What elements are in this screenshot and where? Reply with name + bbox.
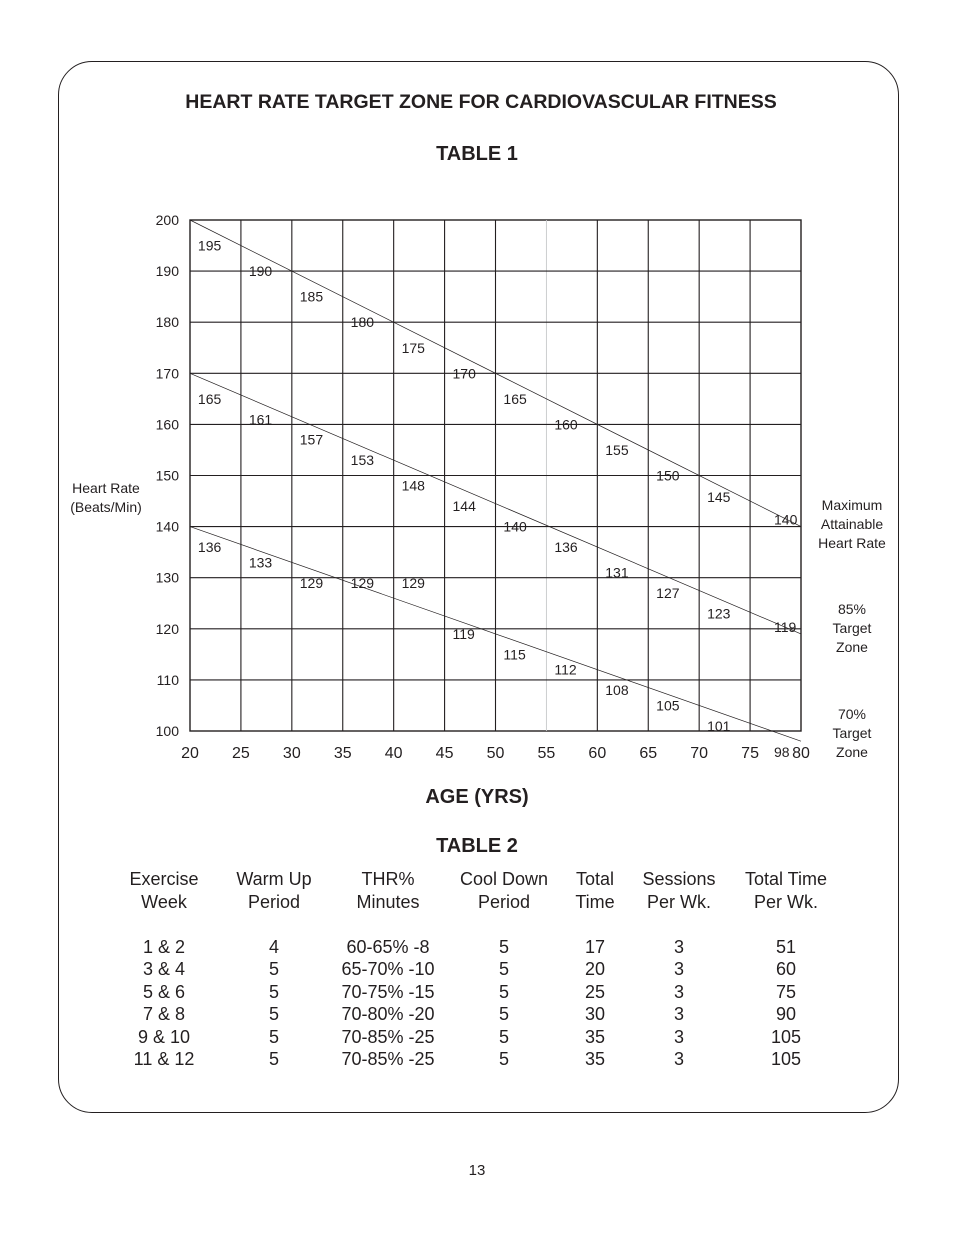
table-cell: 7 & 8 <box>142 1004 186 1024</box>
data-label: 175 <box>401 339 425 356</box>
x-tick-label: 70 <box>690 745 709 762</box>
data-label: 145 <box>707 489 731 506</box>
zone-label: 85% <box>837 601 867 617</box>
data-label: 129 <box>350 574 375 591</box>
y-tick-label: 100 <box>155 723 179 739</box>
x-tick-label: 60 <box>588 745 607 762</box>
data-label: 185 <box>299 288 324 305</box>
data-label: 165 <box>503 390 527 407</box>
table-cell: 105 <box>770 1026 802 1047</box>
data-label: 190 <box>248 263 273 280</box>
data-label: 105 <box>656 697 680 714</box>
data-label: 98 <box>774 744 790 761</box>
column-header: Warm Up <box>236 869 312 889</box>
data-label: 160 <box>554 416 578 433</box>
data-label: 150 <box>656 467 680 484</box>
column-header: Sessions <box>642 869 716 889</box>
data-label: 161 <box>248 411 273 428</box>
x-tick-label: 80 <box>792 745 810 762</box>
table-cell: 3 & 4 <box>142 959 186 979</box>
table-cell: 25 <box>584 981 606 1002</box>
column-header: THR% <box>361 869 415 889</box>
zone-label: Zone <box>836 639 868 655</box>
x-tick-label: 50 <box>486 745 505 762</box>
x-tick-label: 45 <box>435 745 454 762</box>
table-cell: 51 <box>775 936 797 957</box>
table-cell: 5 <box>498 1026 509 1047</box>
data-label: 144 <box>452 498 476 515</box>
data-label: 133 <box>248 554 273 571</box>
data-label: 153 <box>350 452 375 469</box>
data-label: 140 <box>774 511 798 528</box>
table-cell: 70-85% -25 <box>341 1049 435 1069</box>
x-tick-label: 25 <box>232 745 250 762</box>
data-label: 108 <box>605 682 629 699</box>
y-tick-label: 120 <box>155 620 179 637</box>
x-axis-title: AGE (YRS) <box>425 786 529 808</box>
table-cell: 5 <box>498 1049 509 1069</box>
y-tick-label: 110 <box>156 671 179 688</box>
y-tick-label: 170 <box>155 365 179 382</box>
x-tick-label: 75 <box>741 745 759 762</box>
table-cell: 105 <box>770 1049 802 1069</box>
x-tick-label: 65 <box>639 745 658 762</box>
page-number: 13 <box>468 1162 486 1179</box>
table-cell: 60-65% -8 <box>346 936 430 957</box>
column-header: Exercise <box>129 869 199 889</box>
page-title: HEART RATE TARGET ZONE FOR CARDIOVASCULAR FITNESS <box>185 91 777 113</box>
table-cell: 5 <box>268 1026 279 1047</box>
table-cell: 3 <box>673 936 684 957</box>
y-tick-label: 190 <box>155 263 179 280</box>
data-label: 148 <box>401 477 425 494</box>
zone-label: Target <box>832 725 872 741</box>
data-label: 127 <box>656 585 680 602</box>
table-cell: 17 <box>584 936 606 957</box>
data-label: 115 <box>503 646 526 663</box>
zone-label: Attainable <box>820 516 884 532</box>
table-cell: 4 <box>268 936 279 957</box>
table-cell: 70-75% -15 <box>341 981 435 1002</box>
zone-label: Zone <box>836 744 868 760</box>
zone-label: Heart Rate <box>818 535 886 551</box>
column-header: Per Wk. <box>753 891 818 912</box>
data-label: 180 <box>350 314 375 331</box>
table-cell: 3 <box>673 1026 684 1047</box>
zone-label: Target <box>832 620 872 636</box>
table-cell: 5 & 6 <box>142 981 186 1002</box>
table-cell: 5 <box>268 1004 279 1024</box>
column-header: Period <box>477 891 531 912</box>
y-axis-label-unit: (Beats/Min) <box>70 499 142 515</box>
data-label: 129 <box>401 574 425 591</box>
data-label: 165 <box>197 390 222 407</box>
table-cell: 70-80% -20 <box>341 1004 435 1024</box>
table-cell: 30 <box>584 1004 606 1024</box>
data-label: 140 <box>503 518 527 535</box>
table-cell: 90 <box>775 1004 797 1024</box>
x-tick-label: 55 <box>537 745 556 762</box>
y-tick-label: 150 <box>155 467 179 484</box>
table-cell: 60 <box>775 959 797 979</box>
data-label: 155 <box>605 441 629 458</box>
table-cell: 3 <box>673 1049 684 1069</box>
table-cell: 9 & 10 <box>137 1026 191 1047</box>
column-header: Period <box>247 891 301 912</box>
data-label: 170 <box>452 365 476 382</box>
y-tick-label: 160 <box>155 416 179 433</box>
table-cell: 5 <box>498 959 509 979</box>
table-cell: 3 <box>673 981 684 1002</box>
table-cell: 20 <box>584 959 606 979</box>
data-label: 119 <box>774 618 797 635</box>
column-header: Total <box>575 869 615 889</box>
table-cell: 5 <box>268 1049 279 1069</box>
zone-label: 70% <box>837 706 867 722</box>
y-tick-label: 180 <box>155 314 179 331</box>
table-cell: 35 <box>584 1049 606 1069</box>
data-label: 123 <box>707 605 731 622</box>
y-tick-label: 200 <box>155 212 179 228</box>
data-label: 136 <box>554 539 578 556</box>
column-header: Cool Down <box>459 869 549 889</box>
table-cell: 5 <box>498 936 509 957</box>
table-cell: 5 <box>268 981 279 1002</box>
table-cell: 11 & 12 <box>133 1049 195 1069</box>
x-tick-label: 20 <box>181 745 199 762</box>
column-header: Time <box>575 891 615 912</box>
data-label: 136 <box>197 539 222 556</box>
column-header: Week <box>141 891 187 912</box>
zone-label: Maximum <box>821 497 883 513</box>
y-tick-label: 130 <box>155 569 179 586</box>
x-tick-label: 35 <box>333 745 352 762</box>
table-cell: 3 <box>673 959 684 979</box>
table-cell: 3 <box>673 1004 684 1024</box>
x-tick-label: 30 <box>282 745 301 762</box>
table-cell: 5 <box>498 981 509 1002</box>
table-cell: 5 <box>268 959 279 979</box>
data-label: 119 <box>452 625 475 642</box>
data-label: 195 <box>197 237 222 254</box>
column-header: Minutes <box>356 891 420 912</box>
x-tick-label: 40 <box>384 745 403 762</box>
data-label: 112 <box>554 661 577 678</box>
table-cell: 70-85% -25 <box>341 1026 435 1047</box>
table-cell: 35 <box>584 1026 606 1047</box>
table-cell: 65-70% -10 <box>341 959 435 979</box>
table-column <box>706 868 866 1071</box>
table-cell: 5 <box>498 1004 509 1024</box>
y-axis-label: Heart Rate <box>72 480 140 496</box>
header-spacer <box>706 913 866 936</box>
table-cell: 1 & 2 <box>142 936 186 957</box>
data-label: 157 <box>299 431 324 448</box>
table2-title: TABLE 2 <box>436 835 518 857</box>
column-header: Per Wk. <box>646 891 711 912</box>
y-tick-label: 140 <box>155 518 179 535</box>
column-header: Total Time <box>744 869 828 889</box>
data-label: 131 <box>605 564 629 581</box>
table1-title: TABLE 1 <box>436 143 518 165</box>
data-label: 101 <box>707 717 731 734</box>
table-cell: 75 <box>775 981 797 1002</box>
data-label: 129 <box>299 574 324 591</box>
